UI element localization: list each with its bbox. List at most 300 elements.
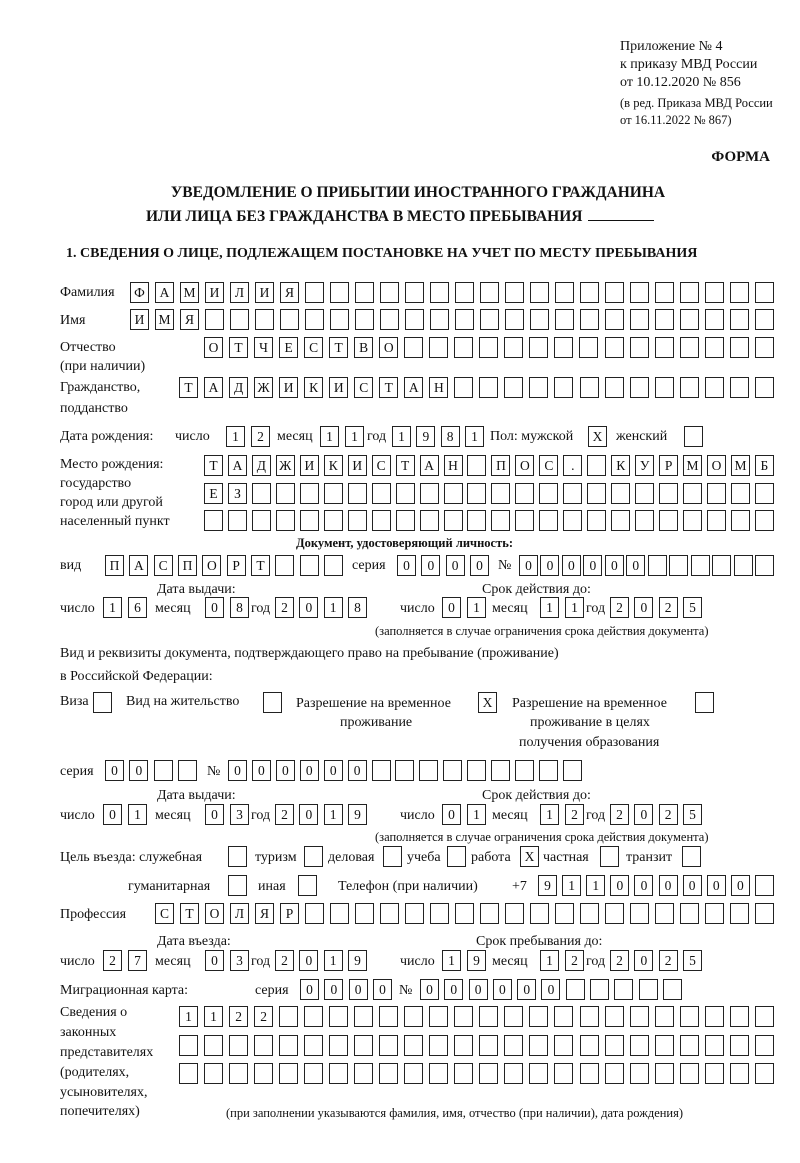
char-cell[interactable] [330,309,349,330]
reps-field-row-3[interactable] [179,1063,774,1085]
char-cell[interactable] [755,309,774,330]
char-cell[interactable] [354,1035,373,1056]
char-cell[interactable] [605,1035,624,1056]
char-cell[interactable]: В [354,337,373,358]
char-cell[interactable] [372,483,391,504]
char-cell[interactable] [611,510,630,531]
char-cell[interactable]: 0 [605,555,624,576]
stay-series-field[interactable] [105,760,197,782]
char-cell[interactable]: 2 [659,950,678,971]
char-cell[interactable] [230,309,249,330]
char-cell[interactable] [379,1035,398,1056]
char-cell[interactable]: Ж [254,377,273,398]
char-cell[interactable]: П [105,555,124,576]
char-cell[interactable] [179,1035,198,1056]
char-cell[interactable] [504,1063,523,1084]
char-cell[interactable]: А [129,555,148,576]
char-cell[interactable]: М [683,455,702,476]
char-cell[interactable]: 0 [299,597,318,618]
char-cell[interactable] [705,309,724,330]
char-cell[interactable] [300,555,319,576]
char-cell[interactable] [479,377,498,398]
char-cell[interactable]: Я [180,309,199,330]
char-cell[interactable]: 2 [275,950,294,971]
char-cell[interactable] [669,555,688,576]
char-cell[interactable]: 7 [128,950,147,971]
purpose-business-checkbox[interactable] [383,846,402,867]
char-cell[interactable]: 1 [324,804,343,825]
char-cell[interactable]: У [635,455,654,476]
char-cell[interactable] [730,1035,749,1056]
char-cell[interactable]: З [228,483,247,504]
char-cell[interactable] [605,309,624,330]
char-cell[interactable] [454,337,473,358]
char-cell[interactable]: Л [230,282,249,303]
char-cell[interactable] [504,377,523,398]
char-cell[interactable]: М [155,309,174,330]
char-cell[interactable] [204,1035,223,1056]
char-cell[interactable]: 8 [441,426,460,447]
migration-series-field[interactable] [300,979,392,1001]
char-cell[interactable] [755,337,774,358]
char-cell[interactable]: Д [229,377,248,398]
char-cell[interactable] [539,510,558,531]
char-cell[interactable] [630,337,649,358]
char-cell[interactable] [580,903,599,924]
char-cell[interactable] [755,282,774,303]
stay-until-year-field[interactable] [610,950,702,972]
char-cell[interactable] [705,377,724,398]
char-cell[interactable]: 0 [300,979,319,1000]
purpose-official-checkbox[interactable] [228,846,247,867]
char-cell[interactable] [505,309,524,330]
char-cell[interactable] [712,555,731,576]
char-cell[interactable]: 9 [348,804,367,825]
char-cell[interactable] [755,1035,774,1056]
char-cell[interactable] [605,1063,624,1084]
char-cell[interactable]: 9 [348,950,367,971]
char-cell[interactable] [515,483,534,504]
char-cell[interactable]: Д [252,455,271,476]
char-cell[interactable] [683,510,702,531]
char-cell[interactable]: Ч [254,337,273,358]
char-cell[interactable] [605,377,624,398]
char-cell[interactable] [655,1063,674,1084]
char-cell[interactable] [680,1035,699,1056]
stay-valid-year-field[interactable] [610,804,702,826]
char-cell[interactable] [304,1006,323,1027]
char-cell[interactable]: 2 [610,950,629,971]
char-cell[interactable] [455,309,474,330]
char-cell[interactable] [228,510,247,531]
char-cell[interactable] [755,555,774,576]
char-cell[interactable] [555,903,574,924]
char-cell[interactable] [630,282,649,303]
char-cell[interactable]: И [255,282,274,303]
char-cell[interactable] [305,309,324,330]
char-cell[interactable]: П [178,555,197,576]
char-cell[interactable] [479,1035,498,1056]
char-cell[interactable]: 1 [320,426,339,447]
char-cell[interactable] [454,1063,473,1084]
sex-male-checkbox[interactable]: X [588,426,607,447]
stay-valid-month-field[interactable] [540,804,584,826]
char-cell[interactable]: 0 [634,875,653,896]
dob-day-field[interactable] [226,426,270,448]
char-cell[interactable] [580,282,599,303]
char-cell[interactable] [529,337,548,358]
char-cell[interactable]: 0 [731,875,750,896]
char-cell[interactable]: Ж [276,455,295,476]
char-cell[interactable] [429,1035,448,1056]
char-cell[interactable] [529,377,548,398]
char-cell[interactable] [279,1035,298,1056]
char-cell[interactable] [630,1006,649,1027]
char-cell[interactable] [329,1006,348,1027]
char-cell[interactable] [355,282,374,303]
char-cell[interactable] [505,903,524,924]
char-cell[interactable] [563,760,582,781]
char-cell[interactable] [395,760,414,781]
char-cell[interactable]: К [611,455,630,476]
char-cell[interactable] [154,760,173,781]
char-cell[interactable] [655,282,674,303]
reps-field-row-1[interactable] [179,1006,774,1028]
char-cell[interactable]: 0 [103,804,122,825]
stay-number-field[interactable] [228,760,582,782]
char-cell[interactable] [454,377,473,398]
char-cell[interactable]: Р [227,555,246,576]
char-cell[interactable] [372,510,391,531]
char-cell[interactable]: 0 [446,555,465,576]
char-cell[interactable] [648,555,667,576]
char-cell[interactable] [614,979,633,1000]
char-cell[interactable]: 0 [469,979,488,1000]
char-cell[interactable] [324,510,343,531]
char-cell[interactable] [304,1063,323,1084]
char-cell[interactable]: 0 [299,804,318,825]
char-cell[interactable] [755,377,774,398]
char-cell[interactable]: 0 [373,979,392,1000]
char-cell[interactable] [630,309,649,330]
char-cell[interactable]: Т [229,337,248,358]
char-cell[interactable] [455,282,474,303]
char-cell[interactable]: 0 [634,597,653,618]
name-field[interactable] [130,309,774,331]
char-cell[interactable] [467,455,486,476]
char-cell[interactable] [680,377,699,398]
char-cell[interactable] [480,309,499,330]
char-cell[interactable] [587,483,606,504]
char-cell[interactable]: 0 [276,760,295,781]
char-cell[interactable]: Я [255,903,274,924]
char-cell[interactable] [563,483,582,504]
char-cell[interactable] [680,282,699,303]
char-cell[interactable]: 1 [204,1006,223,1027]
char-cell[interactable] [563,510,582,531]
char-cell[interactable]: 0 [517,979,536,1000]
doc-issue-day-field[interactable] [103,597,147,619]
profession-field[interactable] [155,903,774,925]
char-cell[interactable] [680,1063,699,1084]
char-cell[interactable]: И [205,282,224,303]
char-cell[interactable]: 1 [226,426,245,447]
char-cell[interactable]: 0 [205,597,224,618]
purpose-tourism-checkbox[interactable] [304,846,323,867]
char-cell[interactable]: 0 [105,760,124,781]
doc-number-field[interactable] [519,555,774,577]
char-cell[interactable] [329,1035,348,1056]
char-cell[interactable]: 1 [128,804,147,825]
char-cell[interactable] [680,903,699,924]
char-cell[interactable]: 5 [683,950,702,971]
char-cell[interactable]: И [279,377,298,398]
purpose-transit-checkbox[interactable] [682,846,701,867]
char-cell[interactable]: Н [429,377,448,398]
char-cell[interactable] [530,903,549,924]
char-cell[interactable] [730,309,749,330]
char-cell[interactable] [300,483,319,504]
char-cell[interactable] [405,903,424,924]
char-cell[interactable] [611,483,630,504]
char-cell[interactable]: 8 [348,597,367,618]
char-cell[interactable] [755,1063,774,1084]
char-cell[interactable]: 1 [467,597,486,618]
char-cell[interactable] [229,1063,248,1084]
char-cell[interactable] [444,483,463,504]
char-cell[interactable]: П [491,455,510,476]
residence-checkbox[interactable] [263,692,282,713]
char-cell[interactable]: 0 [349,979,368,1000]
char-cell[interactable] [429,1063,448,1084]
char-cell[interactable] [707,483,726,504]
char-cell[interactable] [304,1035,323,1056]
char-cell[interactable] [705,903,724,924]
char-cell[interactable]: Е [279,337,298,358]
char-cell[interactable] [655,903,674,924]
char-cell[interactable]: Т [204,455,223,476]
char-cell[interactable]: С [539,455,558,476]
char-cell[interactable]: И [130,309,149,330]
char-cell[interactable]: 0 [470,555,489,576]
stay-issue-day-field[interactable] [103,804,147,826]
purpose-private-checkbox[interactable] [600,846,619,867]
char-cell[interactable] [491,510,510,531]
char-cell[interactable] [730,337,749,358]
char-cell[interactable]: 0 [610,875,629,896]
char-cell[interactable] [630,1035,649,1056]
char-cell[interactable]: К [324,455,343,476]
char-cell[interactable] [530,309,549,330]
stay-issue-month-field[interactable] [205,804,249,826]
char-cell[interactable] [580,1063,599,1084]
migration-number-field[interactable] [420,979,682,1001]
char-cell[interactable] [405,282,424,303]
citizenship-field[interactable] [179,377,774,399]
char-cell[interactable]: 1 [392,426,411,447]
surname-field[interactable] [130,282,774,304]
char-cell[interactable] [587,510,606,531]
char-cell[interactable]: 6 [128,597,147,618]
char-cell[interactable]: 2 [565,950,584,971]
char-cell[interactable]: 0 [634,804,653,825]
char-cell[interactable] [705,1035,724,1056]
char-cell[interactable]: 1 [565,597,584,618]
char-cell[interactable]: Т [179,377,198,398]
char-cell[interactable] [555,282,574,303]
char-cell[interactable] [305,903,324,924]
dob-month-field[interactable] [320,426,364,448]
char-cell[interactable]: Л [230,903,249,924]
char-cell[interactable]: 2 [610,804,629,825]
char-cell[interactable]: Н [444,455,463,476]
char-cell[interactable] [276,510,295,531]
birthplace-field-row-2[interactable] [204,483,774,505]
char-cell[interactable]: Е [204,483,223,504]
char-cell[interactable]: И [348,455,367,476]
char-cell[interactable] [705,1063,724,1084]
char-cell[interactable] [554,337,573,358]
char-cell[interactable] [579,337,598,358]
char-cell[interactable]: 2 [229,1006,248,1027]
char-cell[interactable]: 3 [230,950,249,971]
char-cell[interactable] [205,309,224,330]
char-cell[interactable]: 0 [442,597,461,618]
char-cell[interactable]: С [372,455,391,476]
char-cell[interactable] [630,1063,649,1084]
char-cell[interactable] [605,903,624,924]
char-cell[interactable]: Я [280,282,299,303]
birthplace-field-row-3[interactable] [204,510,774,532]
char-cell[interactable] [275,555,294,576]
char-cell[interactable] [372,760,391,781]
char-cell[interactable] [348,483,367,504]
char-cell[interactable]: А [420,455,439,476]
char-cell[interactable] [504,1035,523,1056]
char-cell[interactable]: 1 [442,950,461,971]
char-cell[interactable] [529,1006,548,1027]
char-cell[interactable]: 0 [562,555,581,576]
stay-valid-day-field[interactable] [442,804,486,826]
char-cell[interactable] [255,309,274,330]
char-cell[interactable] [680,1006,699,1027]
char-cell[interactable] [639,979,658,1000]
char-cell[interactable] [707,510,726,531]
char-cell[interactable]: 1 [345,426,364,447]
char-cell[interactable] [655,1006,674,1027]
char-cell[interactable] [204,510,223,531]
char-cell[interactable] [430,309,449,330]
char-cell[interactable] [554,377,573,398]
char-cell[interactable]: 1 [465,426,484,447]
char-cell[interactable] [300,510,319,531]
char-cell[interactable] [554,1063,573,1084]
char-cell[interactable] [444,510,463,531]
char-cell[interactable]: 1 [540,950,559,971]
char-cell[interactable]: О [204,337,223,358]
char-cell[interactable]: 1 [562,875,581,896]
char-cell[interactable] [491,483,510,504]
char-cell[interactable] [405,309,424,330]
char-cell[interactable]: С [155,903,174,924]
char-cell[interactable] [655,1035,674,1056]
purpose-work-checkbox[interactable]: X [520,846,539,867]
doc-series-field[interactable] [397,555,489,577]
char-cell[interactable]: 2 [254,1006,273,1027]
char-cell[interactable]: 2 [275,597,294,618]
char-cell[interactable] [420,483,439,504]
char-cell[interactable]: 1 [586,875,605,896]
doc-valid-year-field[interactable] [610,597,702,619]
doc-kind-field[interactable] [105,555,343,577]
char-cell[interactable]: 1 [467,804,486,825]
sex-female-checkbox[interactable] [684,426,703,447]
char-cell[interactable] [404,1035,423,1056]
char-cell[interactable]: Р [659,455,678,476]
visa-checkbox[interactable] [93,692,112,713]
char-cell[interactable] [755,1006,774,1027]
char-cell[interactable] [734,555,753,576]
char-cell[interactable] [555,309,574,330]
stay-issue-year-field[interactable] [275,804,367,826]
patronymic-field[interactable] [204,337,774,359]
char-cell[interactable] [730,282,749,303]
char-cell[interactable]: 0 [324,979,343,1000]
char-cell[interactable]: М [180,282,199,303]
char-cell[interactable] [580,1035,599,1056]
char-cell[interactable] [730,377,749,398]
char-cell[interactable] [229,1035,248,1056]
char-cell[interactable] [396,483,415,504]
char-cell[interactable] [379,1063,398,1084]
entry-month-field[interactable] [205,950,249,972]
char-cell[interactable] [276,483,295,504]
char-cell[interactable] [279,1006,298,1027]
char-cell[interactable]: 8 [230,597,249,618]
stay-until-month-field[interactable] [540,950,584,972]
char-cell[interactable]: 0 [493,979,512,1000]
char-cell[interactable]: 0 [626,555,645,576]
char-cell[interactable] [691,555,710,576]
char-cell[interactable]: 5 [683,597,702,618]
char-cell[interactable] [491,760,510,781]
char-cell[interactable] [587,455,606,476]
char-cell[interactable] [705,1006,724,1027]
char-cell[interactable]: Т [251,555,270,576]
char-cell[interactable]: С [154,555,173,576]
char-cell[interactable]: 0 [324,760,343,781]
char-cell[interactable] [355,903,374,924]
char-cell[interactable] [755,483,774,504]
char-cell[interactable]: 0 [683,875,702,896]
char-cell[interactable] [605,282,624,303]
char-cell[interactable] [659,510,678,531]
char-cell[interactable] [655,377,674,398]
temp-edu-checkbox[interactable] [695,692,714,713]
char-cell[interactable] [429,1006,448,1027]
char-cell[interactable]: 0 [583,555,602,576]
char-cell[interactable]: 2 [659,597,678,618]
char-cell[interactable]: М [731,455,750,476]
char-cell[interactable]: 2 [103,950,122,971]
char-cell[interactable] [467,483,486,504]
char-cell[interactable] [467,760,486,781]
char-cell[interactable] [354,1063,373,1084]
doc-issue-month-field[interactable] [205,597,249,619]
char-cell[interactable]: 9 [538,875,557,896]
char-cell[interactable]: 0 [252,760,271,781]
char-cell[interactable] [605,337,624,358]
